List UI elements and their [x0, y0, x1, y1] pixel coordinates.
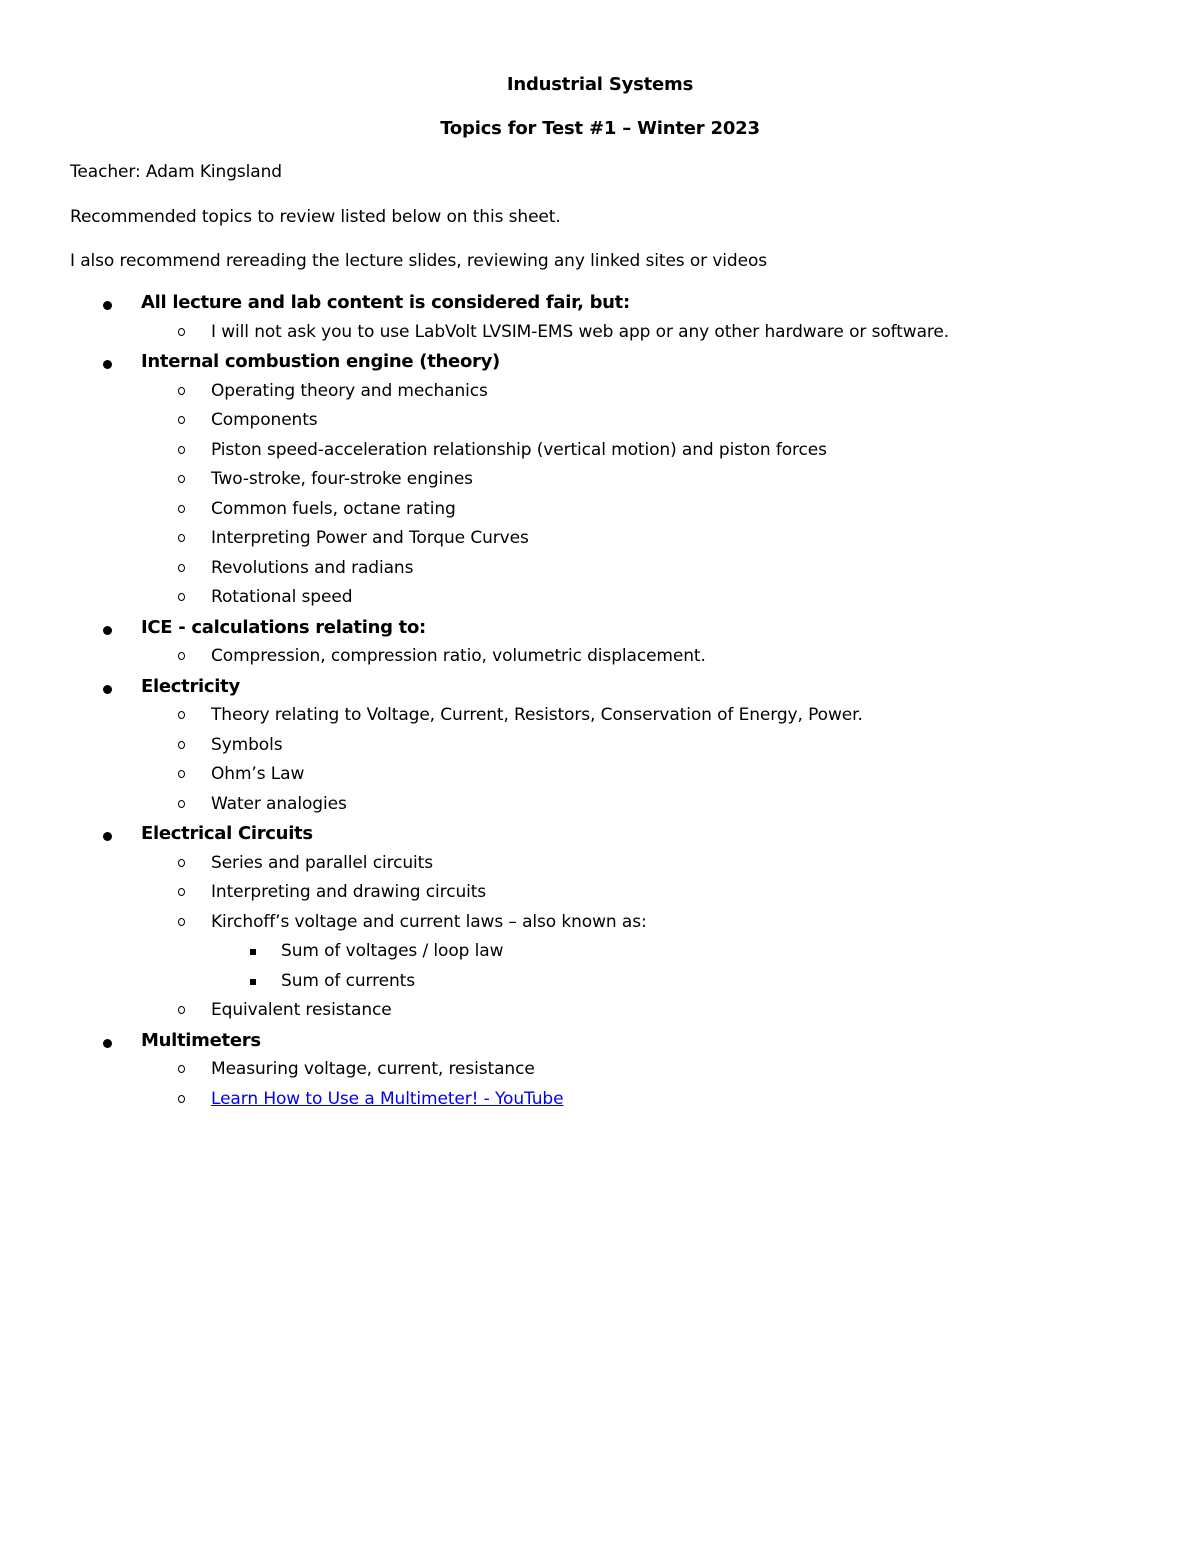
circle-bullet-icon: [178, 1095, 185, 1103]
list-item-text: Interpreting Power and Torque Curves: [211, 528, 529, 548]
circle-bullet-icon: [178, 888, 185, 896]
circle-bullet-icon: [178, 446, 185, 454]
youtube-multimeter-link[interactable]: Learn How to Use a Multimeter! - YouTube: [211, 1088, 564, 1109]
circle-bullet-icon: [178, 741, 185, 749]
section-heading: [0, 676, 1200, 706]
section-heading-text: Internal combustion engine (theory): [141, 351, 500, 372]
intro-recommended: Recommended topics to review listed below on this sheet.: [70, 207, 561, 227]
list-item: [0, 1000, 1200, 1030]
circle-bullet-icon: [178, 564, 185, 572]
square-bullet-icon: [250, 949, 256, 955]
list-item-text: Symbols: [211, 734, 283, 755]
circle-bullet-icon: [178, 711, 185, 719]
circle-bullet-icon: [178, 505, 185, 513]
list-item: [0, 528, 1200, 558]
list-item: [0, 1059, 1200, 1089]
circle-bullet-icon: [178, 475, 185, 483]
list-item-text: Components: [211, 410, 318, 430]
list-item: [0, 764, 1200, 794]
list-item: [0, 410, 1200, 440]
bullet-icon: [103, 626, 112, 635]
list-item-text: Compression, compression ratio, volumetric displacement.: [211, 646, 706, 666]
list-item-text: Theory relating to Voltage, Current, Resistors, Conservation of Energy, Power.: [211, 705, 863, 725]
section-heading: [0, 823, 1200, 853]
section-heading-text: All lecture and lab content is considered fair, but:: [141, 292, 630, 313]
list-item: [0, 912, 1200, 942]
list-item: [0, 882, 1200, 912]
list-item-text: Revolutions and radians: [211, 557, 414, 578]
list-item: [0, 1089, 1200, 1119]
list-item-text: Equivalent resistance: [211, 1000, 392, 1020]
list-item-text: Ohm’s Law: [211, 764, 305, 784]
list-item: [0, 322, 1200, 352]
section-heading-text: ICE - calculations relating to:: [141, 616, 426, 638]
document-title: Industrial Systems: [506, 74, 694, 95]
intro-also: I also recommend rereading the lecture slides, reviewing any linked sites or videos: [70, 251, 768, 271]
list-item-text: Measuring voltage, current, resistance: [211, 1059, 535, 1079]
circle-bullet-icon: [178, 1006, 185, 1014]
document-subtitle: Topics for Test #1 – Winter 2023: [440, 118, 760, 139]
circle-bullet-icon: [178, 770, 185, 778]
bullet-icon: [103, 1039, 112, 1048]
circle-bullet-icon: [178, 918, 185, 926]
list-item: [0, 440, 1200, 470]
circle-bullet-icon: [178, 416, 185, 424]
topics-outline: [0, 292, 1200, 1118]
circle-bullet-icon: [178, 328, 185, 336]
section-heading-text: Multimeters: [141, 1029, 261, 1051]
list-item-text: Common fuels, octane rating: [211, 498, 456, 519]
list-item-text: Water analogies: [211, 793, 347, 814]
list-item-text: Operating theory and mechanics: [211, 380, 488, 401]
list-item: [0, 646, 1200, 676]
list-item-text: Piston speed-acceleration relationship (vertical motion) and piston forces: [211, 439, 827, 460]
list-item-text: Rotational speed: [211, 587, 353, 607]
circle-bullet-icon: [178, 593, 185, 601]
list-item: [0, 853, 1200, 883]
list-item: [0, 558, 1200, 588]
bullet-icon: [103, 360, 112, 369]
teacher-line: Teacher: Adam Kingsland: [70, 162, 282, 182]
bullet-icon: [103, 685, 112, 694]
list-item: [0, 705, 1200, 735]
list-item: [0, 381, 1200, 411]
square-bullet-icon: [250, 979, 256, 985]
circle-bullet-icon: [178, 800, 185, 808]
list-item: [0, 735, 1200, 765]
bullet-icon: [103, 832, 112, 841]
section-heading: [0, 1030, 1200, 1060]
circle-bullet-icon: [178, 387, 185, 395]
section-heading-text: Electrical Circuits: [141, 823, 313, 844]
circle-bullet-icon: [178, 1065, 185, 1073]
list-item-text: Kirchoff’s voltage and current laws – also known as:: [211, 911, 647, 932]
sub-list-item-text: Sum of currents: [281, 970, 416, 991]
list-item-text: Two-stroke, four-stroke engines: [211, 469, 473, 489]
section-heading: [0, 351, 1200, 381]
sub-list-item: [0, 941, 1200, 971]
sub-list-item-text: Sum of voltages / loop law: [281, 941, 504, 961]
list-item: [0, 469, 1200, 499]
list-item: [0, 794, 1200, 824]
list-item-text: Interpreting and drawing circuits: [211, 882, 487, 902]
list-item: [0, 587, 1200, 617]
section-heading: [0, 617, 1200, 647]
section-heading-text: Electricity: [141, 675, 240, 697]
list-item: [0, 499, 1200, 529]
list-item-text: Series and parallel circuits: [211, 852, 433, 873]
sub-list-item: [0, 971, 1200, 1001]
bullet-icon: [103, 301, 112, 310]
circle-bullet-icon: [178, 859, 185, 867]
circle-bullet-icon: [178, 652, 185, 660]
circle-bullet-icon: [178, 534, 185, 542]
section-heading: [0, 292, 1200, 322]
list-item-text: I will not ask you to use LabVolt LVSIM-EMS web app or any other hardware or software.: [211, 321, 950, 342]
